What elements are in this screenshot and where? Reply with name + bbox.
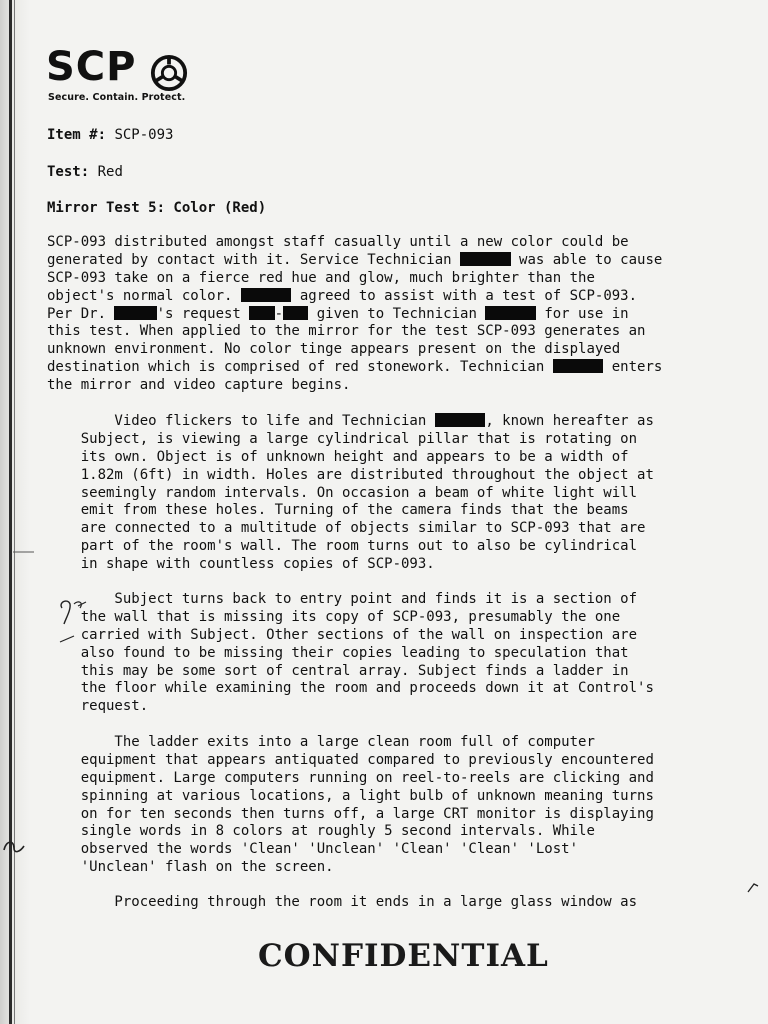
text-segment: SCP-093 distributed amongst staff casually until a new color could be <box>47 234 629 250</box>
text-line <box>47 823 697 841</box>
text-line <box>47 663 697 681</box>
text-segment: SCP-093 take on a fierce red hue and glow, much brighter than the <box>47 269 595 286</box>
text-line <box>47 609 697 627</box>
item-number-value: SCP-093 <box>114 127 174 143</box>
text-line <box>47 859 697 877</box>
logo-tagline: Secure. Contain. Protect. <box>48 92 186 103</box>
text-line <box>47 377 697 395</box>
text-segment: given to Technician <box>308 305 486 322</box>
text-segment: emit from these holes. Turning of the camera finds that the beams <box>47 502 629 519</box>
test-line <box>47 163 123 181</box>
text-line <box>47 431 697 449</box>
text-segment: this may be some sort of central array. Subject finds a ladder in <box>47 662 629 679</box>
text-segment: unknown environment. No color tinge appears present on the displayed <box>47 341 621 358</box>
text-segment: was able to cause <box>510 251 663 268</box>
scan-edge-line <box>9 0 12 1024</box>
text-segment: spinning at various locations, a light bulb of unknown meaning turns <box>47 787 654 804</box>
text-segment: the floor while examining the room and proceeds down it at Control's <box>47 680 654 697</box>
text-segment: generated by contact with it. Service Technician <box>47 251 461 268</box>
text-line <box>47 359 697 377</box>
text-line <box>47 841 697 859</box>
text-line <box>47 627 697 645</box>
text-segment: agreed to assist with a test of SCP-093. <box>291 287 638 304</box>
text-line <box>47 413 697 431</box>
text-line <box>47 449 697 467</box>
text-segment: destination which is comprised of red stonework. Technician <box>47 359 553 376</box>
paragraph-4 <box>47 734 697 877</box>
text-line <box>47 502 697 520</box>
text-line <box>47 591 697 609</box>
text-segment: carried with Subject. Other sections of the wall on inspection are <box>47 626 638 643</box>
text-line <box>47 680 697 698</box>
text-line <box>47 323 697 341</box>
text-segment: also found to be missing their copies leading to speculation that <box>47 644 629 661</box>
confidential-stamp: CONFIDENTIAL <box>258 938 549 974</box>
text-line <box>47 520 697 538</box>
redaction-bar <box>114 306 156 320</box>
text-segment: equipment that appears antiquated compared to previously encountered <box>47 751 654 768</box>
scp-emblem-icon <box>150 54 188 92</box>
text-line <box>47 645 697 663</box>
text-segment: part of the room's wall. The room turns out to also be cylindrical <box>47 538 638 555</box>
text-segment: Proceeding through the room it ends in a large glass window as <box>47 894 638 910</box>
item-number-label: Item #: <box>47 127 107 143</box>
text-segment: Subject turns back to entry point and finds it is a section of <box>47 591 638 607</box>
scan-edge-line-thin <box>14 0 15 1024</box>
text-line <box>47 788 697 806</box>
text-line <box>47 485 697 503</box>
redaction-bar <box>249 306 274 320</box>
text-segment: 's request <box>156 305 250 322</box>
text-segment: observed the words 'Clean' 'Unclean' 'Clean' 'Clean' 'Lost' <box>47 841 579 858</box>
test-label: Test: <box>47 164 90 180</box>
redaction-bar <box>435 413 486 427</box>
text-line <box>47 734 697 752</box>
scp-logo <box>46 44 196 106</box>
test-value: Red <box>97 164 123 180</box>
text-line <box>47 270 697 288</box>
section-title: Mirror Test 5: Color (Red) <box>47 200 267 216</box>
text-segment: The ladder exits into a large clean room full of computer <box>47 734 595 750</box>
text-line <box>47 894 697 912</box>
text-segment: the wall that is missing its copy of SCP-093, presumably the one <box>47 608 621 625</box>
text-line <box>47 752 697 770</box>
text-line <box>47 806 697 824</box>
text-segment: seemingly random intervals. On occasion a beam of white light will <box>47 484 638 501</box>
text-line <box>47 288 697 306</box>
text-segment: its own. Object is of unknown height and appears to be a width of <box>47 448 629 465</box>
text-segment: object's normal color. <box>47 287 241 304</box>
redaction-bar <box>283 306 308 320</box>
redaction-bar <box>553 359 604 373</box>
text-segment: 'Unclean' flash on the screen. <box>47 859 334 876</box>
text-segment: equipment. Large computers running on reel-to-reels are clicking and <box>47 769 654 786</box>
paragraph-5 <box>47 894 697 912</box>
redaction-bar <box>460 252 511 266</box>
text-segment: for use in <box>535 305 629 322</box>
margin-dash-mark <box>12 548 36 556</box>
margin-handwriting-mark <box>54 596 94 646</box>
text-line <box>47 770 697 788</box>
text-segment: Video flickers to life and Technician <box>47 413 435 429</box>
text-segment: Subject, is viewing a large cylindrical pillar that is rotating on <box>47 430 638 447</box>
text-line <box>47 467 697 485</box>
margin-speck-mark <box>744 876 764 896</box>
text-segment: are connected to a multitude of objects similar to SCP-093 that are <box>47 520 646 537</box>
paragraph-2 <box>47 413 697 574</box>
text-line <box>47 234 697 252</box>
text-segment: enters <box>603 359 663 376</box>
text-segment: Per Dr. <box>47 305 115 322</box>
logo-wordmark: SCP <box>46 44 137 90</box>
text-line <box>47 556 697 574</box>
redaction-bar <box>241 288 292 302</box>
text-segment: the mirror and video capture begins. <box>47 377 351 394</box>
text-segment: on for ten seconds then turns off, a large CRT monitor is displaying <box>47 805 654 822</box>
text-segment: this test. When applied to the mirror for the test SCP-093 generates an <box>47 323 646 340</box>
scan-edge-shadow <box>0 0 30 1024</box>
text-segment: 1.82m (6ft) in width. Holes are distributed throughout the object at <box>47 466 654 483</box>
margin-curl-mark <box>0 832 30 862</box>
paragraph-3 <box>47 591 697 716</box>
text-segment: , known hereafter as <box>485 413 654 429</box>
item-number-line <box>47 126 173 144</box>
redaction-bar <box>485 306 536 320</box>
text-line <box>47 306 697 324</box>
text-line <box>47 538 697 556</box>
text-segment: request. <box>47 698 149 715</box>
text-segment: in shape with countless copies of SCP-093. <box>47 556 435 573</box>
text-line <box>47 698 697 716</box>
text-line <box>47 252 697 270</box>
text-segment: - <box>274 305 284 322</box>
paragraph-1 <box>47 234 697 395</box>
text-segment: single words in 8 colors at roughly 5 second intervals. While <box>47 823 595 840</box>
text-line <box>47 341 697 359</box>
